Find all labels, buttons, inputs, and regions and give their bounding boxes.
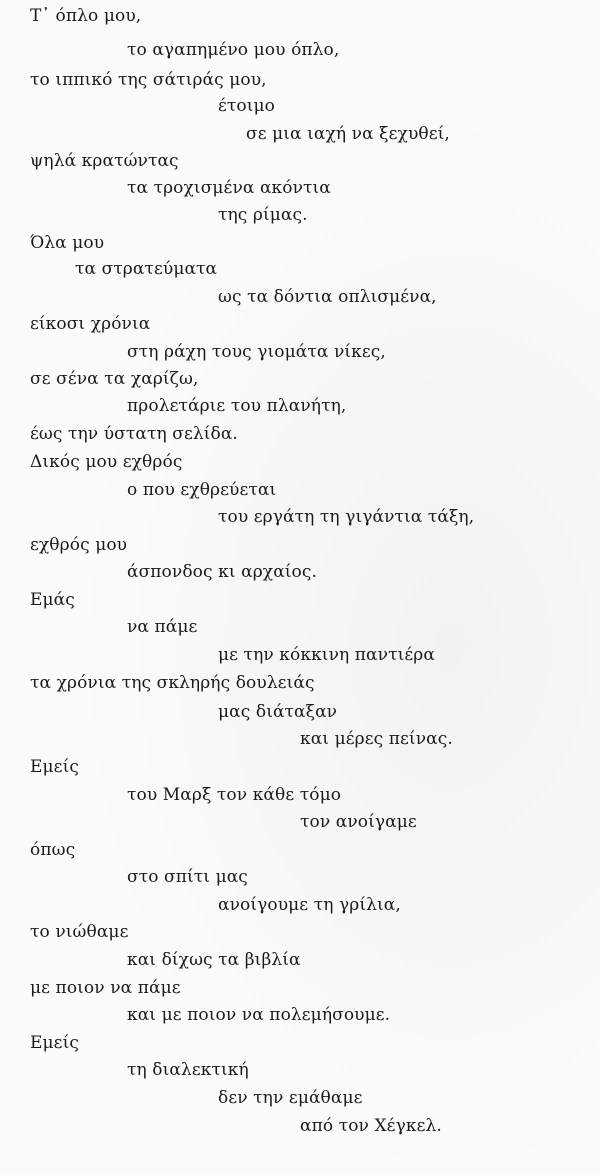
poem-line: προλετάριε του πλανήτη, — [127, 396, 347, 416]
poem-line: και με ποιον να πολεμήσουμε. — [127, 1005, 391, 1025]
poem-line: του Μαρξ τον κάθε τόμο — [127, 785, 342, 805]
poem-line: το ιππικό της σάτιράς μου, — [30, 70, 267, 90]
poem-line: Εμείς — [30, 1033, 79, 1053]
poem-line: όπως — [30, 840, 76, 860]
poem-line: τα στρατεύματα — [75, 259, 218, 279]
poem-line: στο σπίτι μας — [127, 867, 248, 887]
poem-line: εχθρός μου — [30, 535, 128, 555]
poem-line: ψηλά κρατώντας — [30, 151, 179, 171]
poem-line: άσπονδος κι αρχαίος. — [127, 562, 317, 582]
poem-line: ως τα δόντια οπλισμένα, — [218, 287, 437, 307]
poem-line: και μέρες πείνας. — [300, 729, 453, 749]
poem-line: τη διαλεκτική — [127, 1060, 249, 1080]
poem-line: με την κόκκινη παντιέρα — [218, 645, 435, 665]
poem-line: το νιώθαμε — [30, 922, 129, 942]
poem-line: σε μια ιαχή να ξεχυθεί, — [246, 124, 450, 144]
poem-line: από τον Χέγκελ. — [300, 1116, 442, 1136]
poem-line: του εργάτη τη γιγάντια τάξη, — [218, 507, 475, 527]
poem-line: Δικός μου εχθρός — [30, 452, 183, 472]
poem-line: Όλα μου — [30, 233, 105, 253]
poem-line: της ρίμας. — [218, 205, 308, 225]
poem-line: με ποιον να πάμε — [30, 978, 181, 998]
poem-line: ο που εχθρεύεται — [127, 480, 277, 500]
poem-line: τα τροχισμένα ακόντια — [127, 178, 331, 198]
poem-line: δεν την εμάθαμε — [218, 1088, 363, 1108]
poem-line: μας διάταξαν — [218, 702, 338, 722]
poem-line: και δίχως τα βιβλία — [127, 950, 301, 970]
poem-line: να πάμε — [127, 617, 198, 637]
poem-line: έως την ύστατη σελίδα. — [30, 424, 238, 444]
poem-line: έτοιμο — [218, 96, 275, 116]
poem-line: στη ράχη τους γιομάτα νίκες, — [127, 342, 386, 362]
poem-line: Εμάς — [30, 590, 75, 610]
poem-line: είκοσι χρόνια — [30, 314, 151, 334]
poem-line: τον ανοίγαμε — [300, 812, 417, 832]
poem-line: σε σένα τα χαρίζω, — [30, 369, 199, 389]
poem-line: ανοίγουμε τη γρίλια, — [218, 895, 401, 915]
poem-line: Τ᾽ όπλο μου, — [30, 6, 142, 26]
poem-line: Εμείς — [30, 757, 79, 777]
poem-line: τα χρόνια της σκληρής δουλειάς — [30, 673, 315, 693]
poem-line: το αγαπημένο μου όπλο, — [127, 40, 340, 60]
